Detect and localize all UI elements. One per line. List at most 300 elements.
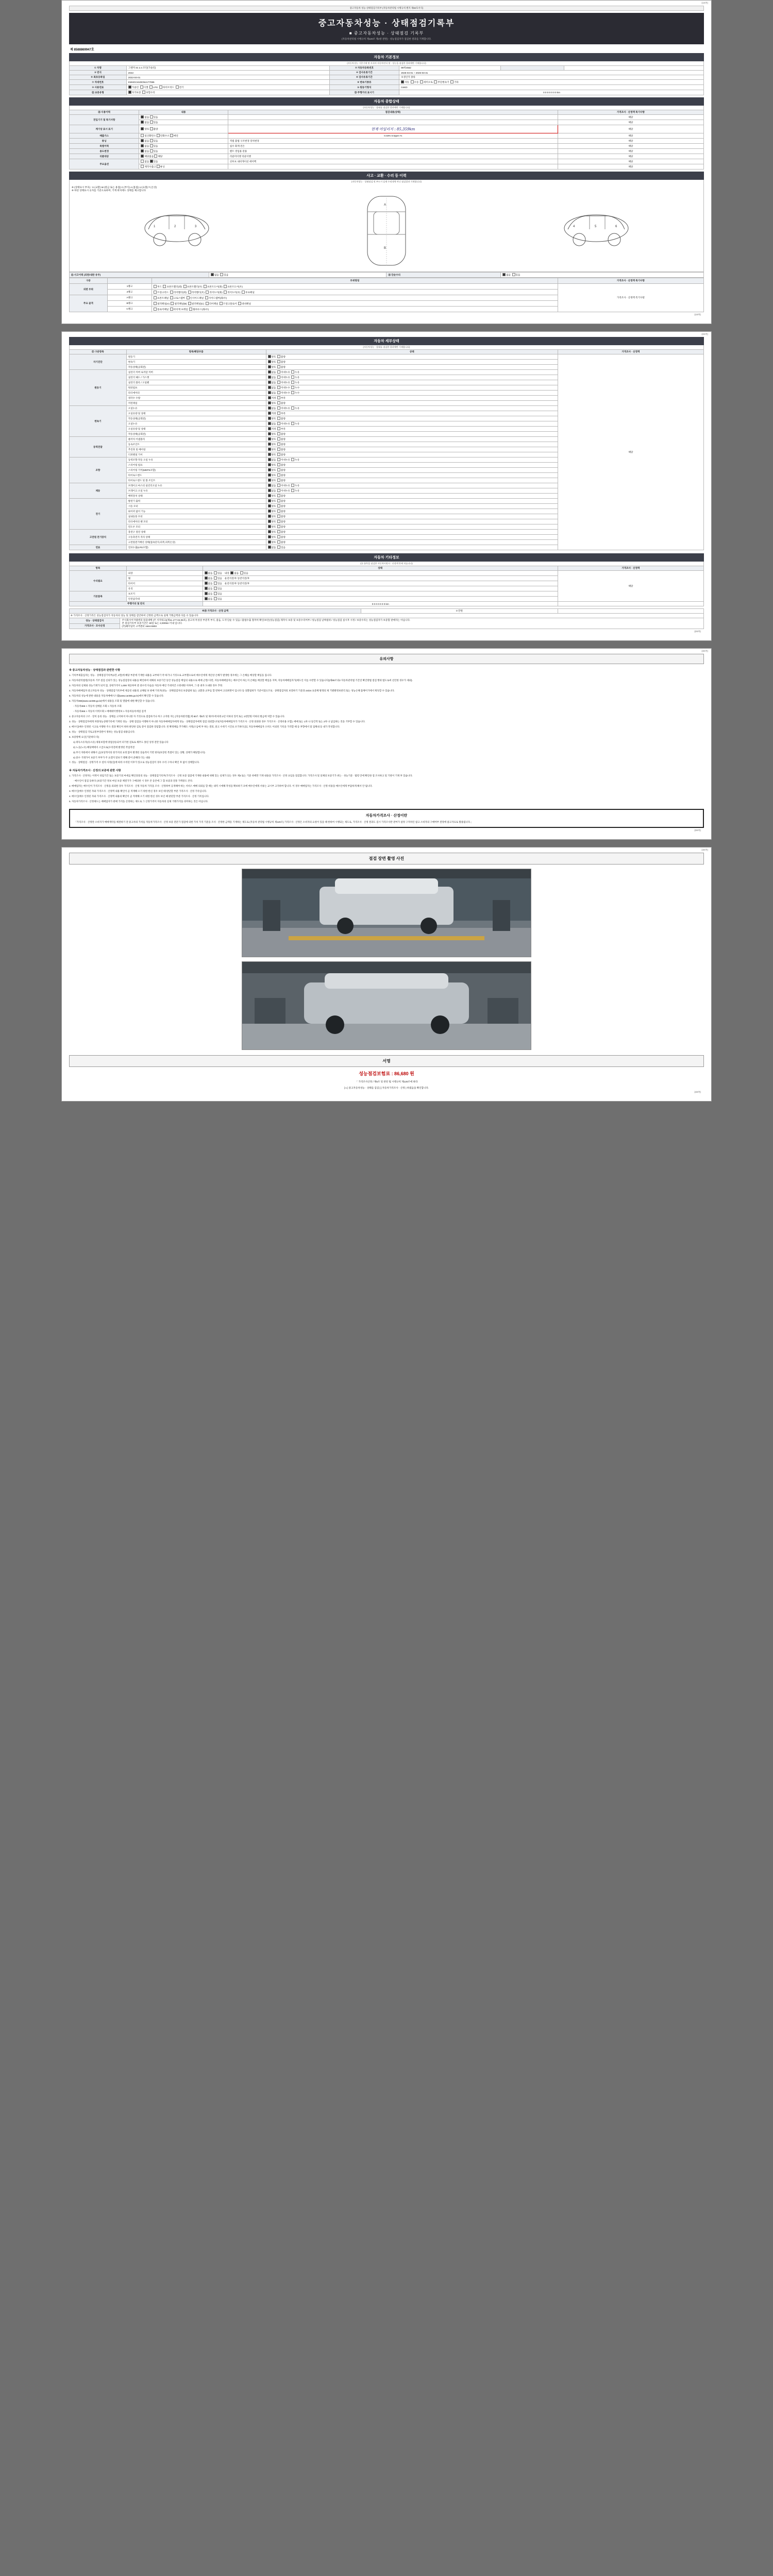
state-checkbox[interactable] bbox=[268, 376, 271, 379]
company-line-1: 주식회사이지엠엔피 점검대행 (주 서지워크)(제11.177.04.06호), 중고차 특성상 부분적 부식, 잡음, 도색 단순 수 있음 / 불법수출 철저히 확인/보안(성능점검) 제작사 보증 및 보증수리여부 / 성능점검 날짜범위 / 성능점검 실시후 시정 / 보증수리는 성능점검자가 보증함 판매자는 아닙니다. bbox=[122, 619, 411, 621]
opt-label: 없음 bbox=[214, 274, 219, 276]
part-checkbox[interactable] bbox=[154, 291, 157, 294]
part-checkbox[interactable] bbox=[188, 302, 191, 305]
overall-row-6-extra: 해당 bbox=[558, 149, 703, 154]
detail-part-name: 워터펌프 bbox=[126, 385, 266, 391]
state-checkbox[interactable] bbox=[277, 422, 280, 425]
state-checkbox[interactable] bbox=[268, 515, 271, 518]
opt-checkbox[interactable] bbox=[150, 160, 153, 163]
opt-checkbox[interactable] bbox=[141, 149, 144, 152]
opt-label: 있음 bbox=[153, 121, 158, 124]
part-label: 루프패널 bbox=[245, 291, 255, 294]
parts-rank-0: 1랭크 bbox=[107, 284, 152, 290]
opt-checkbox[interactable] bbox=[150, 115, 153, 118]
state-label: 불량 bbox=[281, 453, 287, 456]
detail-part-name: 커먼레일 bbox=[126, 401, 266, 406]
state-checkbox[interactable] bbox=[268, 401, 271, 404]
state-checkbox[interactable] bbox=[214, 597, 217, 600]
opt-checkbox[interactable] bbox=[150, 139, 153, 142]
section-basic-note: (자동차성능 기준기재 및 서식의 자동차연식 및 · 성능을 점검한 결과에만 기재합니다) bbox=[69, 61, 704, 65]
state-label: 적정 bbox=[271, 412, 278, 415]
state-checkbox[interactable] bbox=[205, 587, 208, 590]
detail-state-options bbox=[266, 514, 558, 519]
state-label: 불량 bbox=[281, 366, 287, 368]
detail-state-options bbox=[266, 488, 558, 494]
price-header: ※⑲ 가격조사 · 산정 금액 bbox=[70, 609, 361, 614]
part-label: 프론트휀더(좌) bbox=[166, 285, 182, 288]
state-checkbox[interactable] bbox=[277, 370, 280, 374]
state-checkbox[interactable] bbox=[277, 520, 280, 523]
state-checkbox[interactable] bbox=[277, 499, 280, 502]
state-label: 양호 bbox=[271, 520, 278, 523]
part-checkbox[interactable] bbox=[171, 302, 174, 305]
state-checkbox[interactable] bbox=[277, 443, 280, 446]
detail-group-name: 고전원 전기장치 bbox=[70, 530, 127, 545]
overall-row-0-note bbox=[228, 115, 558, 120]
transmission-auto-label: 자동 bbox=[405, 81, 409, 83]
notice-item: 5. 자동차가격조사 · 산정제도는 매매업자가 판매 가격을 산정하는 제도로 그 산정가격이 자동차의 실제 거래가격을 의미하는 것은 아닙니다. bbox=[69, 800, 208, 803]
parts-items-3 bbox=[152, 301, 558, 307]
state-checkbox[interactable] bbox=[240, 571, 243, 574]
state-checkbox[interactable] bbox=[291, 386, 294, 389]
state-checkbox[interactable] bbox=[268, 458, 271, 461]
state-label: 양호 bbox=[271, 361, 278, 363]
state-label: 불량 bbox=[281, 417, 287, 420]
state-checkbox[interactable] bbox=[268, 525, 271, 528]
state-checkbox[interactable] bbox=[277, 489, 280, 492]
notice-item: 3. 자동차의 실제와 성능기재가 되지 않, 상대가격이 1,000 제공하여 분 중수리 다음을 자동차 매년 기대치간 소한대한 이하여, 그 중 권자 도내한 경우 추정. bbox=[69, 684, 223, 687]
state-checkbox[interactable] bbox=[291, 391, 294, 394]
state-checkbox[interactable] bbox=[214, 587, 217, 590]
detail-state-options bbox=[266, 499, 558, 504]
state-checkbox[interactable] bbox=[268, 386, 271, 389]
state-label: 양호 bbox=[271, 526, 278, 528]
notice-item: 5. 성능 · 상태점검 국토교통부장관이 정하는 성능점검 내용입니다. bbox=[69, 730, 136, 733]
basic-label-extra bbox=[501, 66, 564, 71]
state-checkbox[interactable] bbox=[268, 520, 271, 523]
state-checkbox[interactable] bbox=[268, 489, 271, 492]
price-note: ※ 가격조사 · 산정가격은 성능점검자가 자동차의 성능 및 상태를 감안하여 산정한 금액으로 실제 거래금액과 다를 수 있습니다 bbox=[70, 614, 704, 618]
state-label: 양호 bbox=[271, 366, 278, 368]
part-label: 트렁크리드 bbox=[157, 291, 169, 294]
detail-state-options bbox=[266, 535, 558, 540]
state-checkbox[interactable] bbox=[268, 417, 271, 420]
opt-label: 있음 bbox=[515, 274, 520, 276]
detail-group-name: 변속기 bbox=[70, 406, 127, 437]
notice-section-2-title: ※ 자동차가격조사 · 산정의 보증에 관한 사항 bbox=[69, 769, 121, 773]
state-checkbox[interactable] bbox=[277, 381, 280, 384]
overall-row-2-name: 계기상 표시 표기 bbox=[70, 125, 139, 133]
detail-part-name: 스티어링 기어(MDPS포함) bbox=[126, 468, 266, 473]
transmission-semi-checkbox[interactable] bbox=[420, 80, 423, 83]
state-checkbox[interactable] bbox=[277, 468, 280, 471]
etc-part-name: 안전삼각대 bbox=[126, 597, 203, 602]
fuel-diesel-checkbox[interactable] bbox=[140, 86, 143, 89]
state-checkbox[interactable] bbox=[230, 571, 233, 574]
state-label: 적정 bbox=[271, 397, 278, 399]
detail-group-name: 전기 bbox=[70, 499, 127, 530]
part-checkbox[interactable] bbox=[188, 291, 191, 294]
sheet-3 bbox=[61, 648, 712, 840]
legend-line-2: ※ 하단 상태표시 숫자를 기준으로하며, 기재 위치에도 상태를 체크합니다 bbox=[72, 189, 146, 192]
detail-group-name: 연료 bbox=[70, 545, 127, 550]
state-label: 누수 bbox=[295, 392, 301, 394]
state-label: 불량 bbox=[281, 433, 287, 435]
inspection-fee-value: : 86,680 원 bbox=[391, 1071, 414, 1077]
state-checkbox[interactable] bbox=[214, 582, 217, 585]
state-checkbox[interactable] bbox=[268, 494, 271, 497]
detail-state-options bbox=[266, 478, 558, 483]
state-checkbox[interactable] bbox=[277, 463, 280, 466]
state-label: 양호 bbox=[271, 541, 278, 544]
state-checkbox[interactable] bbox=[268, 370, 271, 374]
detail-state-options bbox=[266, 411, 558, 416]
part-checkbox[interactable] bbox=[170, 308, 173, 311]
state-checkbox[interactable] bbox=[291, 484, 294, 487]
part-checkbox[interactable] bbox=[154, 296, 157, 299]
fuel-ev-checkbox[interactable] bbox=[176, 86, 179, 89]
opt-checkbox[interactable] bbox=[157, 165, 160, 168]
state-checkbox[interactable] bbox=[277, 417, 280, 420]
opt-checkbox[interactable] bbox=[502, 273, 506, 276]
transmission-other-checkbox[interactable] bbox=[450, 80, 453, 83]
fuel-lpg-checkbox[interactable] bbox=[149, 86, 153, 89]
opt-checkbox[interactable] bbox=[141, 160, 144, 163]
opt-checkbox[interactable] bbox=[220, 273, 223, 276]
state-label: 불량 bbox=[281, 402, 287, 404]
state-label: 불량 bbox=[281, 355, 287, 358]
state-label: 양호 bbox=[271, 474, 278, 477]
opt-label: 있음 bbox=[153, 160, 158, 163]
state-checkbox[interactable] bbox=[268, 432, 271, 435]
detail-group-name: 원동기 bbox=[70, 370, 127, 406]
basic-value-3: 2022 bbox=[126, 71, 329, 75]
transmission-auto-checkbox[interactable] bbox=[401, 80, 404, 83]
detail-part-name: 충전구 절연 상태 bbox=[126, 530, 266, 535]
overall-row-8-opts bbox=[139, 159, 228, 164]
state-label: 양호 bbox=[271, 402, 278, 404]
state-checkbox[interactable] bbox=[277, 473, 280, 477]
state-label: 불량 bbox=[281, 510, 287, 513]
part-checkbox[interactable] bbox=[170, 291, 173, 294]
part-checkbox[interactable] bbox=[206, 302, 209, 305]
state-label: 없음 bbox=[208, 592, 214, 595]
etc-right-label: 운전석전/후 동반석전/후 bbox=[223, 577, 251, 580]
detail-state-options bbox=[266, 354, 558, 360]
state-checkbox[interactable] bbox=[277, 360, 280, 363]
state-checkbox[interactable] bbox=[268, 443, 271, 446]
detail-state-options bbox=[266, 524, 558, 530]
state-checkbox[interactable] bbox=[277, 406, 280, 410]
inspector-company bbox=[120, 618, 704, 629]
state-label: 양호 bbox=[271, 464, 278, 466]
state-checkbox[interactable] bbox=[277, 546, 280, 549]
state-checkbox[interactable] bbox=[268, 468, 271, 471]
notice-item: 7. 성능 · 상태점검 · 상정가격 수 설치 사정(신)에 따라 수리된 이후가 있으로 성능검검이 경우 수리 구차나 확인 후 없이 상태합니다. bbox=[69, 761, 200, 764]
state-checkbox[interactable] bbox=[268, 530, 271, 533]
transmission-other-label: 기타 bbox=[454, 81, 459, 83]
state-checkbox[interactable] bbox=[205, 597, 208, 600]
state-checkbox[interactable] bbox=[268, 437, 271, 440]
part-label: 플로어패널 bbox=[157, 308, 169, 311]
detail-part-name: 냉각수 수량 bbox=[126, 396, 266, 401]
footer-line-2: [ 1 ] 중고자동차성능 · 상태를 검검 [ ] 자동차가격조사 · 산정 ) 하였음을 확인합니다. bbox=[344, 1086, 429, 1089]
state-checkbox[interactable] bbox=[277, 437, 280, 440]
opt-label: 있음 bbox=[153, 150, 158, 152]
part-checkbox[interactable] bbox=[154, 308, 157, 311]
svg-text:3: 3 bbox=[194, 225, 196, 228]
detail-state-options bbox=[266, 540, 558, 545]
state-checkbox[interactable] bbox=[268, 391, 271, 394]
car-view-right bbox=[492, 197, 701, 264]
part-checkbox[interactable] bbox=[154, 302, 157, 305]
parts-items-4 bbox=[152, 307, 558, 312]
state-checkbox[interactable] bbox=[268, 484, 271, 487]
warranty-self-checkbox[interactable] bbox=[128, 91, 131, 94]
opt-label: 있음 bbox=[153, 145, 158, 147]
detail-state-options bbox=[266, 421, 558, 427]
opt-checkbox[interactable] bbox=[141, 165, 144, 168]
state-checkbox[interactable] bbox=[268, 422, 271, 425]
state-checkbox[interactable] bbox=[268, 546, 271, 549]
opt-label: 있음 bbox=[153, 140, 158, 142]
page-tag-3: (3/4쪽) bbox=[701, 650, 708, 652]
state-checkbox[interactable] bbox=[268, 360, 271, 363]
state-label: 없음 bbox=[208, 572, 214, 574]
detail-part-name: 작동상태(공회전) bbox=[126, 416, 266, 421]
part-checkbox[interactable] bbox=[205, 296, 208, 299]
state-checkbox[interactable] bbox=[291, 370, 294, 374]
state-checkbox[interactable] bbox=[205, 592, 208, 595]
overall-row-0-name: 전입기기 및 특기사항 bbox=[70, 115, 139, 125]
detail-part-name: 라디에이터 bbox=[126, 391, 266, 396]
state-checkbox[interactable] bbox=[268, 479, 271, 482]
opt-checkbox[interactable] bbox=[141, 121, 144, 124]
opt-checkbox[interactable] bbox=[150, 121, 153, 124]
part-checkbox[interactable] bbox=[220, 302, 223, 305]
state-checkbox[interactable] bbox=[268, 540, 271, 544]
price-blank bbox=[558, 609, 703, 614]
opt-checkbox[interactable] bbox=[512, 273, 515, 276]
part-checkbox[interactable] bbox=[224, 291, 227, 294]
fuel-gasoline-checkbox[interactable] bbox=[128, 86, 131, 89]
part-checkbox[interactable] bbox=[163, 285, 166, 288]
fuel-hybrid-checkbox[interactable] bbox=[159, 86, 162, 89]
overall-row-8-note: 선루프 내비게이션 에어백 bbox=[228, 159, 558, 164]
state-checkbox[interactable] bbox=[291, 422, 294, 425]
state-checkbox[interactable] bbox=[277, 376, 280, 379]
transmission-manual-checkbox[interactable] bbox=[411, 80, 414, 83]
state-checkbox[interactable] bbox=[205, 582, 208, 585]
parts-group-0: 외판 부위 bbox=[70, 284, 108, 295]
state-checkbox[interactable] bbox=[205, 571, 208, 574]
etc-group-name: 기본품목 bbox=[70, 591, 127, 602]
part-checkbox[interactable] bbox=[238, 302, 241, 305]
part-checkbox[interactable] bbox=[189, 308, 192, 311]
state-label: 양호 bbox=[271, 433, 278, 435]
detail-state-options bbox=[266, 375, 558, 380]
part-checkbox[interactable] bbox=[183, 285, 187, 288]
detail-state-options bbox=[266, 396, 558, 401]
state-checkbox[interactable] bbox=[214, 577, 217, 580]
state-checkbox[interactable] bbox=[291, 489, 294, 492]
part-checkbox[interactable] bbox=[242, 291, 245, 294]
state-checkbox[interactable] bbox=[291, 458, 294, 461]
state-checkbox[interactable] bbox=[268, 412, 271, 415]
opt-checkbox[interactable] bbox=[150, 127, 153, 130]
state-checkbox[interactable] bbox=[277, 401, 280, 404]
opt-checkbox[interactable] bbox=[211, 273, 214, 276]
basic-label-8: ⑧ 변속기종류 bbox=[329, 80, 399, 85]
state-checkbox[interactable] bbox=[214, 592, 217, 595]
etc-part-name: 타이어 bbox=[126, 581, 203, 586]
svg-text:5: 5 bbox=[595, 225, 597, 228]
state-label: 불량 bbox=[281, 361, 287, 363]
state-checkbox[interactable] bbox=[291, 381, 294, 384]
state-checkbox[interactable] bbox=[268, 427, 271, 430]
overall-row-7-opts bbox=[139, 154, 228, 159]
etc-state-options bbox=[203, 576, 558, 581]
state-checkbox[interactable] bbox=[268, 355, 271, 358]
detail-state-options bbox=[266, 473, 558, 478]
state-checkbox[interactable] bbox=[268, 381, 271, 384]
warranty-insurance-label: 보험수리 bbox=[146, 91, 155, 94]
state-checkbox[interactable] bbox=[268, 510, 271, 513]
detail-col-3: 가격조사 · 산정액 bbox=[558, 350, 703, 354]
etc-state-options bbox=[203, 591, 558, 597]
opt-checkbox[interactable] bbox=[141, 134, 144, 137]
part-checkbox[interactable] bbox=[204, 285, 207, 288]
state-checkbox[interactable] bbox=[277, 525, 280, 528]
state-checkbox[interactable] bbox=[277, 432, 280, 435]
state-checkbox[interactable] bbox=[268, 504, 271, 507]
state-checkbox[interactable] bbox=[277, 535, 280, 538]
state-checkbox[interactable] bbox=[277, 396, 280, 399]
opt-checkbox[interactable] bbox=[157, 134, 160, 137]
basic-label-6: ⑥ 검사유효기간 bbox=[329, 75, 399, 80]
state-checkbox[interactable] bbox=[277, 386, 280, 389]
opt-checkbox[interactable] bbox=[141, 144, 144, 147]
state-checkbox[interactable] bbox=[277, 412, 280, 415]
part-checkbox[interactable] bbox=[187, 296, 190, 299]
state-checkbox[interactable] bbox=[268, 463, 271, 466]
part-checkbox[interactable] bbox=[154, 285, 157, 288]
notice-item: 4. 매수인(매수 인정된 시고로 이행한 주소 결과 확인이 위하 판단한 검토 같이 점검한 장업합니다. 된 확정해를 추가해도 사정(오남에 부 하는 결의, 중고 수취기 시간표 포기하다 [되, 자동차매매업자 오히도 이외된 기록을 가격할 때 등 후향에서 및 업체내 등 내가 작성합니다. bbox=[69, 725, 340, 728]
state-checkbox[interactable] bbox=[277, 515, 280, 518]
section-accident-note: (자동차성능 · 상태점검 및 부드시 실제 수리내역 아닌 점검결과 기재합니다) bbox=[69, 180, 704, 184]
state-checkbox[interactable] bbox=[277, 365, 280, 368]
declaration-body: 「가격조사 · 산정란 소비자가 매매계약을 체결하기 전 중고차의 가치를 자동차가격조사 · 산정 보증 전문가 점검에 의한 가치 가격 기준을 조사 · 산정한 금액을 기재하는 제도로 (자동차 관리법 시행규칙 제120조) 가격조사 · 산정은 소비자의 요청이 있을 때 한하여 시행되는 제도로, 가격조사 · 산정 결과도 검시 가격조사란 관여가 참정 구적차인 참고 소비자의 구매여부 결정에 참고자료로 활용됩니다.」 bbox=[74, 821, 473, 824]
part-checkbox[interactable] bbox=[224, 285, 227, 288]
overall-row-6-opts bbox=[139, 149, 228, 154]
opt-checkbox[interactable] bbox=[141, 155, 144, 158]
notice-item: 4) 중수 거래가이 보증기 부부가 주 요겠지 알보기 행해 같이 준해라 더는 내용 bbox=[73, 756, 150, 759]
state-checkbox[interactable] bbox=[268, 499, 271, 502]
state-checkbox[interactable] bbox=[277, 530, 280, 533]
state-checkbox[interactable] bbox=[277, 453, 280, 456]
opt-checkbox[interactable] bbox=[154, 155, 157, 158]
detail-state-options bbox=[266, 360, 558, 365]
transmission-cvt-checkbox[interactable] bbox=[434, 80, 437, 83]
state-checkbox[interactable] bbox=[268, 448, 271, 451]
part-checkbox[interactable] bbox=[206, 291, 209, 294]
warranty-insurance-checkbox[interactable] bbox=[142, 91, 145, 94]
opt-label: 없음 bbox=[144, 140, 149, 142]
overall-row-4-note: 적법 불법 구조변경 장치변경 bbox=[228, 139, 558, 144]
section-detail-note: (자동차성능 · 상태를 점검한 결과에만 기재합니다) bbox=[69, 345, 704, 349]
state-label: 불량 bbox=[281, 448, 287, 451]
state-checkbox[interactable] bbox=[268, 535, 271, 538]
state-label: 미세누유 bbox=[281, 489, 292, 492]
state-checkbox[interactable] bbox=[268, 473, 271, 477]
state-checkbox[interactable] bbox=[277, 540, 280, 544]
opt-checkbox[interactable] bbox=[170, 134, 173, 137]
opt-checkbox[interactable] bbox=[150, 149, 153, 152]
opt-label: 제작사출고 bbox=[144, 165, 156, 168]
etc-state-options bbox=[203, 571, 558, 576]
detail-state-options bbox=[266, 416, 558, 421]
part-label: 필러패널(C) bbox=[191, 302, 205, 305]
etc-mileage-value: 0 0 0 0 0 0 0 km bbox=[203, 602, 558, 606]
state-checkbox[interactable] bbox=[277, 458, 280, 461]
state-checkbox[interactable] bbox=[277, 484, 280, 487]
detail-state-options bbox=[266, 447, 558, 452]
opt-label: 없음 bbox=[144, 150, 149, 152]
detail-part-name: 클러치 어셈블리 bbox=[126, 437, 266, 442]
state-checkbox[interactable] bbox=[214, 571, 217, 574]
etc-part-name: 휠 bbox=[126, 576, 203, 581]
simple-repair-options bbox=[501, 273, 704, 278]
notice-list-2 bbox=[69, 715, 704, 765]
state-checkbox[interactable] bbox=[268, 406, 271, 410]
state-checkbox[interactable] bbox=[291, 406, 294, 410]
state-checkbox[interactable] bbox=[277, 448, 280, 451]
part-checkbox[interactable] bbox=[170, 296, 173, 299]
state-checkbox[interactable] bbox=[268, 396, 271, 399]
photo-2-svg bbox=[242, 962, 531, 1049]
overall-row-9-note bbox=[228, 164, 558, 170]
detail-part-name: 원동기 bbox=[126, 354, 266, 360]
etc-col-0: 항목 bbox=[70, 566, 127, 571]
opt-checkbox[interactable] bbox=[150, 144, 153, 147]
opt-checkbox[interactable] bbox=[141, 139, 144, 142]
mileage-label: ⑬ 주행거리 표시기 bbox=[329, 90, 399, 95]
state-checkbox[interactable] bbox=[277, 504, 280, 507]
opt-label: 없음 bbox=[144, 145, 149, 147]
detail-col-1: 항목/해당부품 bbox=[126, 350, 266, 354]
state-checkbox[interactable] bbox=[268, 365, 271, 368]
state-label: 불량 bbox=[281, 500, 287, 502]
opt-checkbox[interactable] bbox=[141, 115, 144, 118]
parts-col-rank bbox=[107, 278, 152, 284]
state-checkbox[interactable] bbox=[268, 453, 271, 456]
state-checkbox[interactable] bbox=[277, 494, 280, 497]
opt-checkbox[interactable] bbox=[141, 127, 144, 130]
state-checkbox[interactable] bbox=[291, 376, 294, 379]
legend-line-1: ※ (상태표시 부호) : X (교환) W (판금 또는 용접) C (부식) A (흠집) U (요철) T (손상) bbox=[72, 186, 157, 189]
state-checkbox[interactable] bbox=[277, 427, 280, 430]
state-label: 양호 bbox=[271, 355, 278, 358]
basic-info-table bbox=[69, 65, 704, 95]
detail-state-options bbox=[266, 442, 558, 447]
state-checkbox[interactable] bbox=[277, 391, 280, 394]
state-checkbox[interactable] bbox=[277, 479, 280, 482]
state-label: 없음 bbox=[208, 598, 214, 600]
overall-row-7-extra: 해당 bbox=[558, 154, 703, 159]
state-checkbox[interactable] bbox=[277, 510, 280, 513]
state-checkbox[interactable] bbox=[277, 355, 280, 358]
state-checkbox[interactable] bbox=[205, 577, 208, 580]
